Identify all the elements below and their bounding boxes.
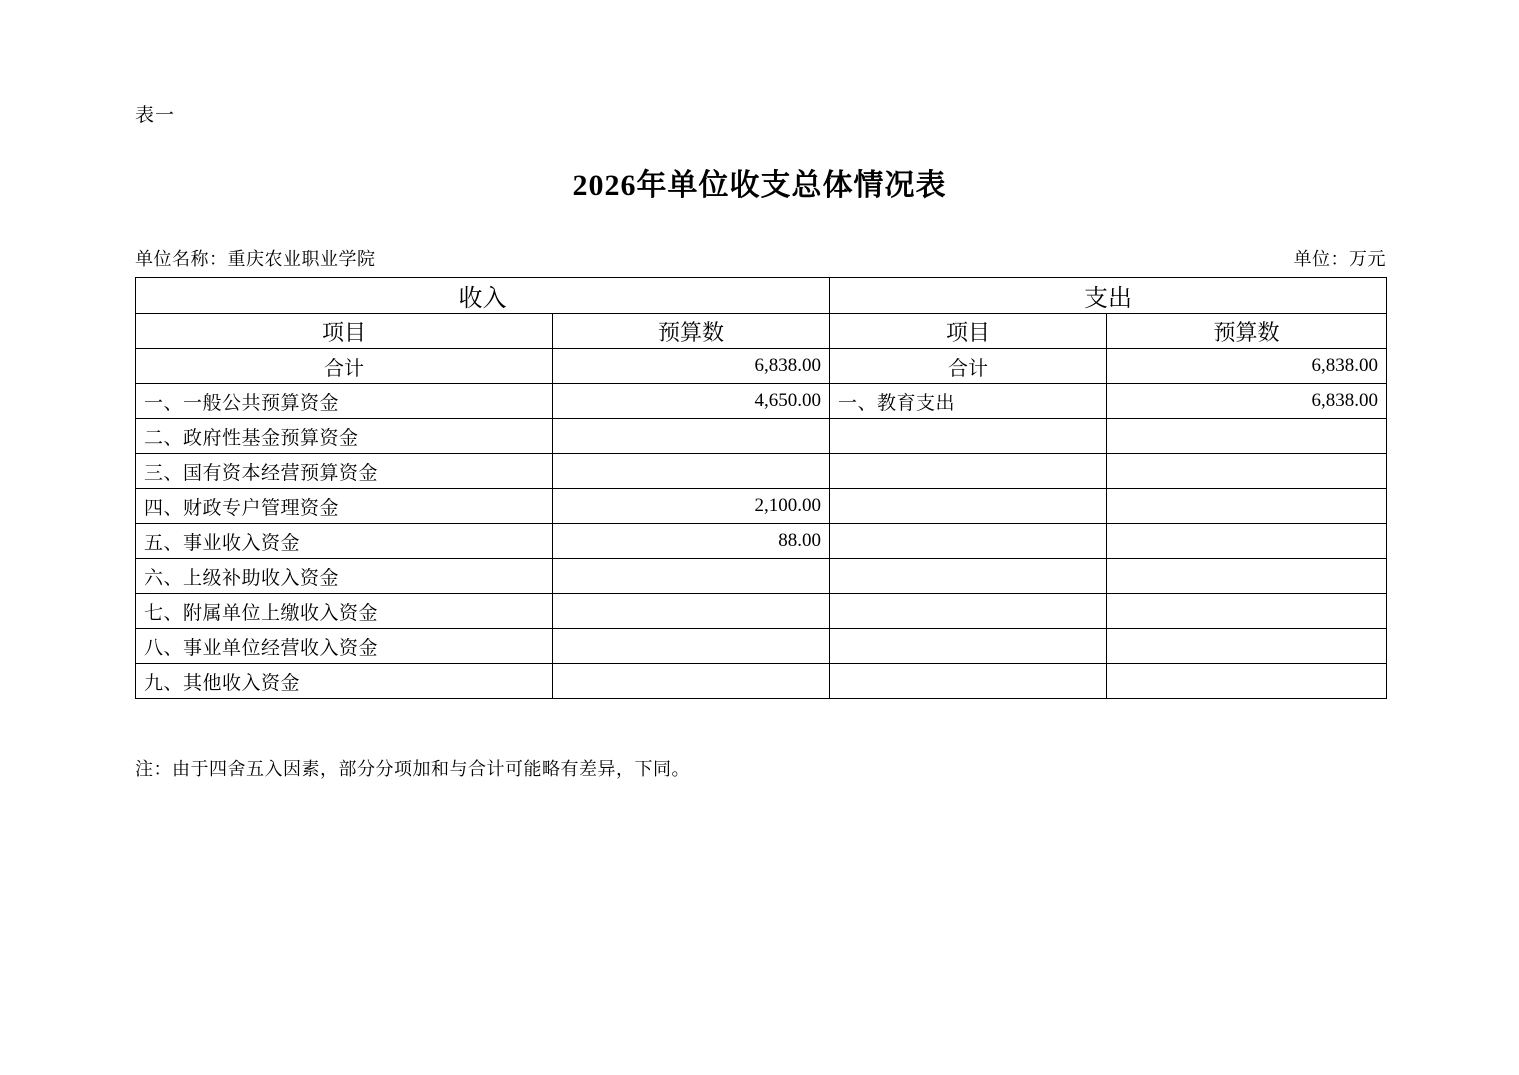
- income-item-label: 三、国有资本经营预算资金: [136, 454, 553, 489]
- expenditure-item-label: [830, 489, 1107, 524]
- income-budget-value: 6,838.00: [553, 349, 830, 384]
- table-label: 表一: [135, 105, 176, 126]
- table-row: [136, 349, 1387, 384]
- table-row: [136, 594, 1387, 629]
- expenditure-item-label: [830, 594, 1107, 629]
- group-header-income: 收入: [136, 278, 830, 314]
- expenditure-budget-value: 6,838.00: [1107, 384, 1387, 419]
- income-item-label: 一、一般公共预算资金: [136, 384, 553, 419]
- expenditure-item-label: [830, 454, 1107, 489]
- expenditure-budget-value: [1107, 489, 1387, 524]
- page-title: 2026年单位收支总体情况表: [572, 169, 947, 202]
- income-budget-value: 88.00: [553, 524, 830, 559]
- table-row: [136, 629, 1387, 664]
- expenditure-budget-value: [1107, 419, 1387, 454]
- column-header-income-item: 项目: [136, 314, 553, 349]
- expenditure-budget-value: [1107, 454, 1387, 489]
- income-item-label: 七、附属单位上缴收入资金: [136, 594, 553, 629]
- income-budget-value: 4,650.00: [553, 384, 830, 419]
- table-group-header-row: [136, 278, 1387, 314]
- expenditure-budget-value: [1107, 664, 1387, 699]
- unit-name-label: 单位名称：重庆农业职业学院: [135, 249, 376, 269]
- meta-row: [135, 245, 1386, 271]
- column-header-expenditure-item: 项目: [830, 314, 1107, 349]
- unit-measure-label: 单位：万元: [1293, 249, 1386, 269]
- income-item-label: 四、财政专户管理资金: [136, 489, 553, 524]
- table-row: [136, 384, 1387, 419]
- expenditure-item-label: [830, 419, 1107, 454]
- table-note: 注：由于四舍五入因素，部分分项加和与合计可能略有差异，下同。: [135, 759, 690, 779]
- income-item-label: 合计: [136, 349, 553, 384]
- income-item-label: 八、事业单位经营收入资金: [136, 629, 553, 664]
- income-item-label: 二、政府性基金预算资金: [136, 419, 553, 454]
- table-row: [136, 419, 1387, 454]
- table-row: [136, 664, 1387, 699]
- expenditure-item-label: [830, 629, 1107, 664]
- expenditure-item-label: 一、教育支出: [830, 384, 1107, 419]
- income-budget-value: [553, 594, 830, 629]
- expenditure-item-label: [830, 524, 1107, 559]
- table-column-header-row: [136, 314, 1387, 349]
- income-budget-value: [553, 454, 830, 489]
- expenditure-budget-value: [1107, 594, 1387, 629]
- column-header-expenditure-budget: 预算数: [1107, 314, 1387, 349]
- expenditure-item-label: [830, 664, 1107, 699]
- expenditure-item-label: 合计: [830, 349, 1107, 384]
- income-budget-value: [553, 419, 830, 454]
- income-budget-value: 2,100.00: [553, 489, 830, 524]
- table-row: [136, 454, 1387, 489]
- table-row: [136, 489, 1387, 524]
- table-row: [136, 524, 1387, 559]
- group-header-expenditure: 支出: [830, 278, 1387, 314]
- budget-table: [135, 277, 1387, 699]
- income-budget-value: [553, 664, 830, 699]
- expenditure-budget-value: [1107, 524, 1387, 559]
- expenditure-item-label: [830, 559, 1107, 594]
- income-item-label: 九、其他收入资金: [136, 664, 553, 699]
- income-budget-value: [553, 629, 830, 664]
- expenditure-budget-value: 6,838.00: [1107, 349, 1387, 384]
- table-row: [136, 559, 1387, 594]
- income-budget-value: [553, 559, 830, 594]
- column-header-income-budget: 预算数: [553, 314, 830, 349]
- income-item-label: 六、上级补助收入资金: [136, 559, 553, 594]
- expenditure-budget-value: [1107, 559, 1387, 594]
- expenditure-budget-value: [1107, 629, 1387, 664]
- income-item-label: 五、事业收入资金: [136, 524, 553, 559]
